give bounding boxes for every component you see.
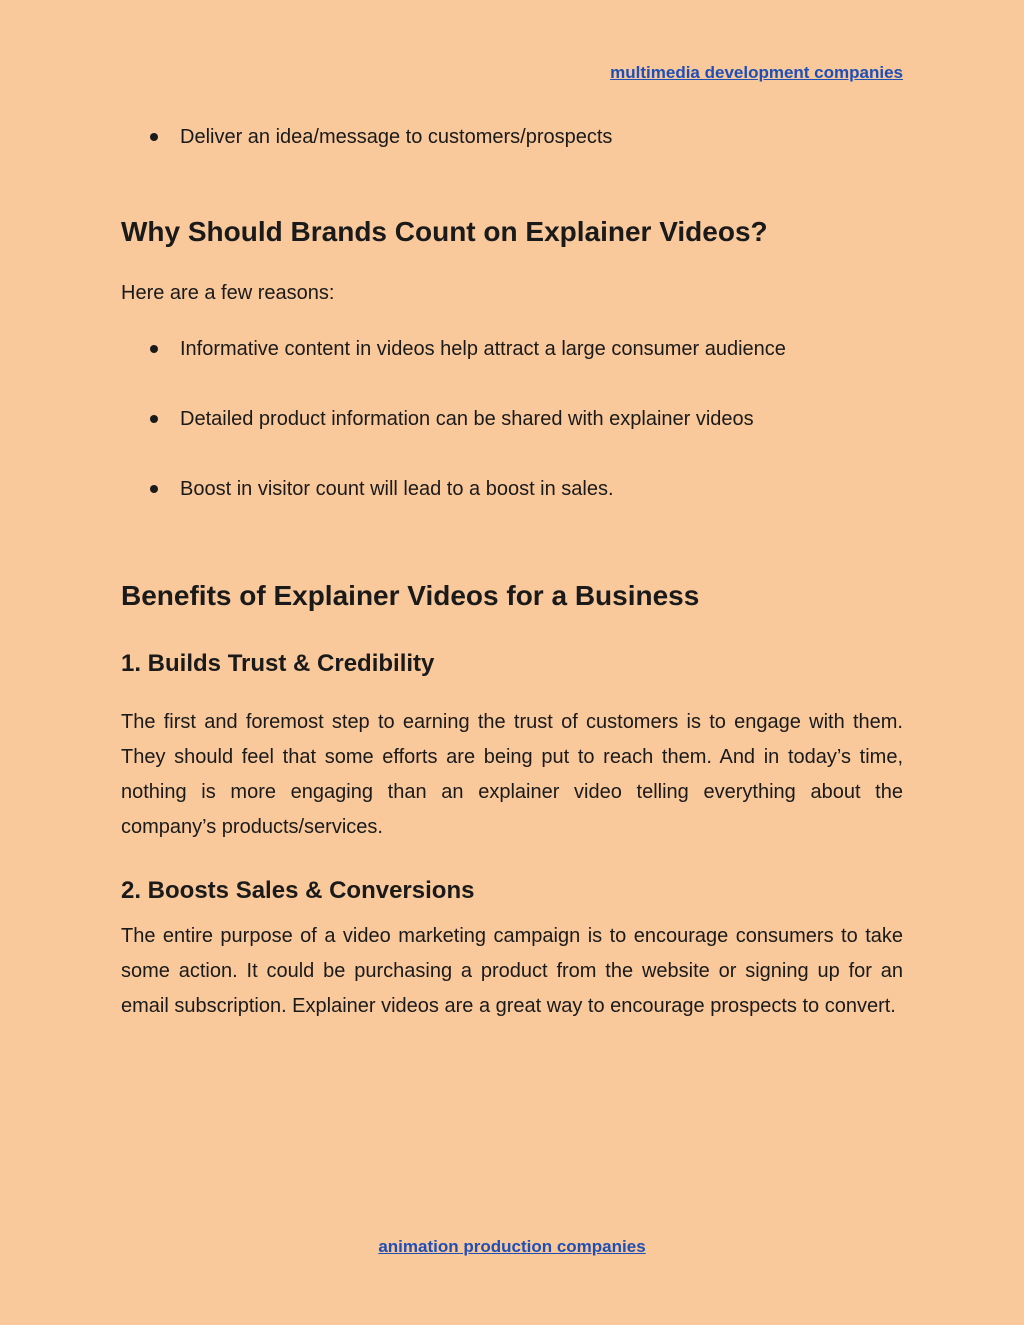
list-item bbox=[150, 406, 754, 432]
benefit-title: 1. Builds Trust & Credibility bbox=[121, 650, 435, 677]
list-item bbox=[150, 336, 786, 362]
benefit-body: The first and foremost step to earning the trust of customers is to engage with them. They should feel that some efforts are being put to reach them. And in today’s time, nothing is more engaging than an explainer video telling everything about the company’s products/services. bbox=[121, 711, 903, 838]
section-heading-why: Why Should Brands Count on Explainer Videos? bbox=[121, 216, 768, 247]
list-item bbox=[150, 476, 614, 502]
bullet-icon bbox=[150, 345, 158, 353]
header-link[interactable]: multimedia development companies bbox=[610, 63, 903, 82]
list-item-text: Informative content in videos help attract a large consumer audience bbox=[180, 338, 786, 360]
list-item bbox=[150, 124, 612, 150]
list-item-text: Detailed product information can be shared with explainer videos bbox=[180, 408, 754, 430]
footer-link[interactable]: animation production companies bbox=[378, 1237, 646, 1256]
bullet-icon bbox=[150, 415, 158, 423]
bullet-icon bbox=[150, 485, 158, 493]
list-item-text: Boost in visitor count will lead to a boost in sales. bbox=[180, 478, 614, 500]
list-item-text: Deliver an idea/message to customers/prospects bbox=[180, 126, 613, 148]
section-intro: Here are a few reasons: bbox=[121, 282, 335, 304]
bullet-icon bbox=[150, 133, 158, 141]
section-heading-benefits: Benefits of Explainer Videos for a Business bbox=[121, 580, 700, 611]
benefit-title: 2. Boosts Sales & Conversions bbox=[121, 877, 475, 904]
benefit-body: The entire purpose of a video marketing campaign is to encourage consumers to take some action. It could be purchasing a product from the website or signing up for an email subscription. Explainer videos are a great way to encourage prospects to convert. bbox=[121, 925, 903, 1017]
